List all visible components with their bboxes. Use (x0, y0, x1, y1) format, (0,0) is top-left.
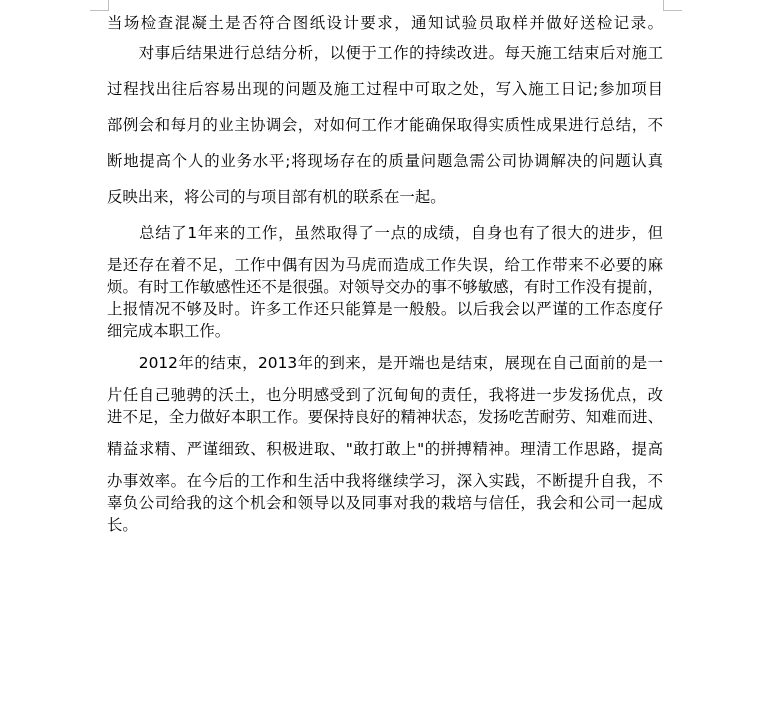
text-line: 辜负公司给我的这个机会和领导以及同事对我的栽培与信任，我会和公司一起成 (107, 494, 663, 512)
text-line: 断地提高个人的业务水平;将现场存在的质量问题急需公司协调解决的问题认真 (107, 152, 663, 170)
text-line: 办事效率。在今后的工作和生活中我将继续学习，深入实践，不断提升自我，不 (107, 472, 663, 490)
page-corner-mark-right (663, 0, 682, 11)
page-corner-mark-left (90, 0, 109, 11)
text-line: 细完成本职工作。 (107, 322, 231, 340)
text-line: 上报情况不够及时。许多工作还只能算是一般般。以后我会以严谨的工作态度仔 (107, 300, 663, 318)
text-line: 长。 (107, 516, 138, 534)
document-body (107, 12, 663, 536)
text-line: 进不足，全力做好本职工作。要保持良好的精神状态，发扬吃苦耐劳、知难而进、 (107, 408, 663, 426)
text-line: 精益求精、严谨细致、积极进取、"敢打敢上"的拼搏精神。理清工作思路，提高 (107, 440, 663, 458)
text-line: 总结了1年来的工作，虽然取得了一点的成绩，自身也有了很大的进步，但 (107, 224, 663, 242)
text-line: 当场检查混凝土是否符合图纸设计要求，通知试验员取样并做好送检记录。 (107, 14, 663, 32)
text-line: 片任自己驰骋的沃土，也分明感受到了沉甸甸的责任，我将进一步发扬优点，改 (107, 386, 663, 404)
text-line: 烦。有时工作敏感性还不是很强。对领导交办的事不够敏感，有时工作没有提前， (107, 278, 663, 296)
text-line: 对事后结果进行总结分析，以便于工作的持续改进。每天施工结束后对施工 (107, 44, 663, 62)
text-line: 过程找出往后容易出现的问题及施工过程中可取之处，写入施工日记;参加项目 (107, 80, 663, 98)
text-line: 部例会和每月的业主协调会，对如何工作才能确保取得实质性成果进行总结，不 (107, 116, 663, 134)
text-line: 反映出来，将公司的与项目部有机的联系在一起。 (107, 188, 446, 206)
text-line: 2012年的结束，2013年的到来，是开端也是结束，展现在自己面前的是一 (107, 354, 663, 372)
text-line: 是还存在着不足，工作中偶有因为马虎而造成工作失误，给工作带来不必要的麻 (107, 256, 663, 274)
